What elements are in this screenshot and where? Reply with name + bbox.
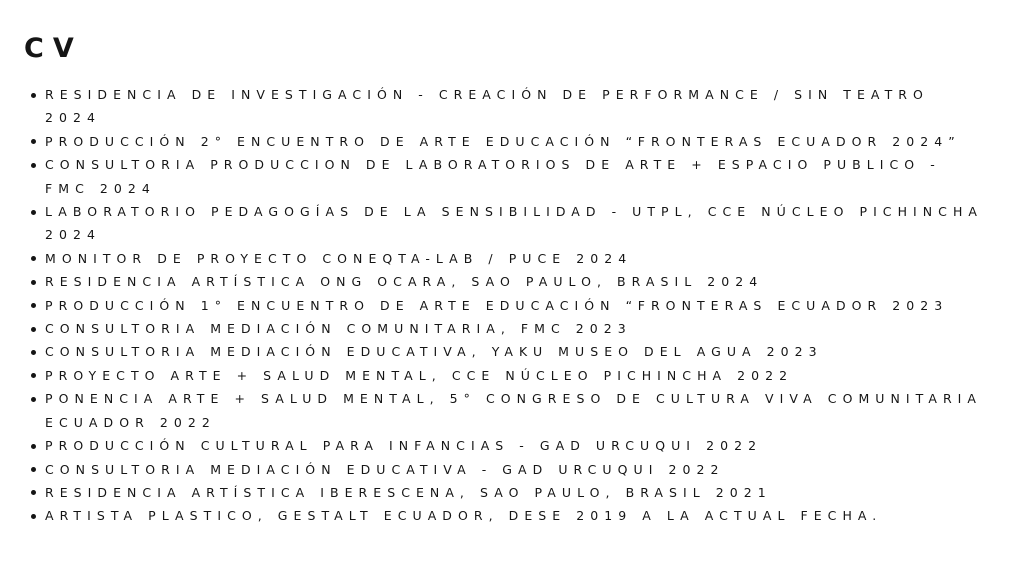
bullet-icon [31,373,36,378]
list-item [30,247,990,270]
bullet-icon [31,350,36,355]
list-item-text: PRODUCCIÓN 2° ENCUENTRO DE ARTE EDUCACIÓN “FRONTERAS ECUADOR 2024” [45,133,961,149]
list-item [30,504,990,527]
list-item-text: PRODUCCIÓN 1° ENCUENTRO DE ARTE EDUCACIÓN “FRONTERAS ECUADOR 2023 [45,297,949,313]
list-item-text: LABORATORIO PEDAGOGÍAS DE LA SENSIBILIDAD - UTPL, CCE NÚCLEO PICHINCHA 2024 [45,204,984,243]
bullet-icon [31,93,36,98]
list-item [30,153,990,200]
list-item-text: RESIDENCIA ARTÍSTICA IBERESCENA, SAO PAULO, BRASIL 2021 [45,484,772,500]
list-item-text: RESIDENCIA ARTÍSTICA ONG OCARA, SAO PAULO, BRASIL 2024 [45,274,764,290]
bullet-icon [31,280,36,285]
list-item-text: MONITOR DE PROYECTO CONEQTA-LAB / PUCE 2024 [45,250,633,266]
list-item-text: PROYECTO ARTE + SALUD MENTAL, CCE NÚCLEO PICHINCHA 2022 [45,367,794,383]
list-item [30,270,990,293]
list-item [30,130,990,153]
bullet-icon [31,397,36,402]
bullet-icon [31,327,36,332]
list-item [30,83,990,130]
list-item-text: CONSULTORIA PRODUCCION DE LABORATORIOS DE ARTE + ESPACIO PUBLICO - FMC 2024 [45,157,941,196]
bullet-icon [31,444,36,449]
bullet-icon [31,210,36,215]
bullet-icon [31,467,36,472]
list-item-text: CONSULTORIA MEDIACIÓN EDUCATIVA, YAKU MUSEO DEL AGUA 2023 [45,344,823,360]
bullet-icon [31,490,36,495]
list-item-text: PONENCIA ARTE + SALUD MENTAL, 5° CONGRESO DE CULTURA VIVA COMUNITARIA ECUADOR 2022 [45,391,983,430]
list-item-text: CONSULTORIA MEDIACIÓN COMUNITARIA, FMC 2023 [45,321,632,337]
list-item [30,481,990,504]
bullet-icon [31,163,36,168]
list-item [30,458,990,481]
list-item [30,387,990,434]
list-item [30,434,990,457]
bullet-icon [31,139,36,144]
list-item [30,294,990,317]
list-item [30,317,990,340]
list-item [30,200,990,247]
cv-list [30,83,990,528]
list-item-text: CONSULTORIA MEDIACIÓN EDUCATIVA - GAD URCUQUI 2022 [45,461,725,477]
bullet-icon [31,514,36,519]
bullet-icon [31,256,36,261]
list-item-text: RESIDENCIA DE INVESTIGACIÓN - CREACIÓN DE PERFORMANCE / SIN TEATRO 2024 [45,87,929,126]
list-item-text: PRODUCCIÓN CULTURAL PARA INFANCIAS - GAD URCUQUI 2022 [45,438,763,454]
list-item-text: ARTISTA PLASTICO, GESTALT ECUADOR, DESE 2019 A LA ACTUAL FECHA. [45,508,883,524]
list-item [30,340,990,363]
bullet-icon [31,303,36,308]
page-title: CV [24,33,83,64]
list-item [30,364,990,387]
